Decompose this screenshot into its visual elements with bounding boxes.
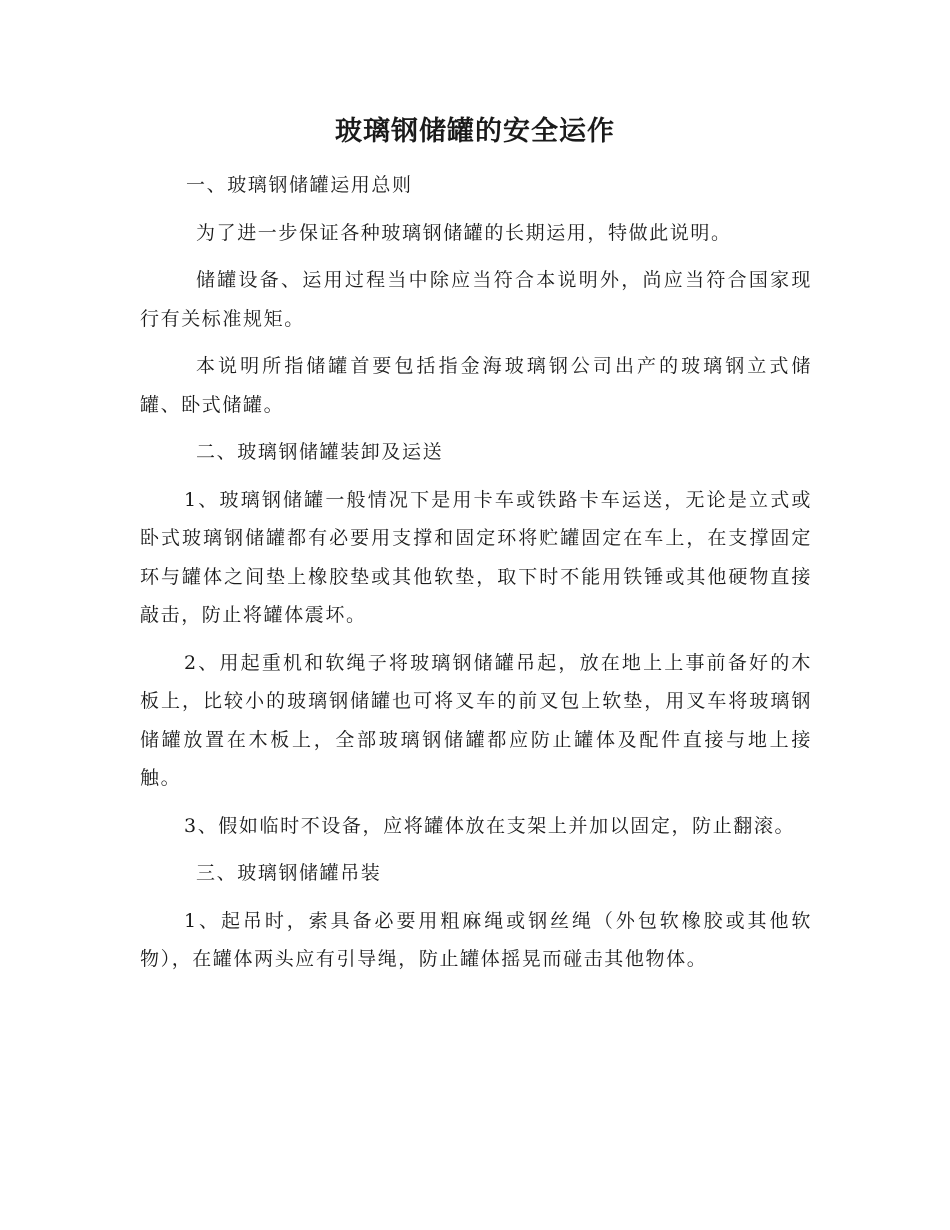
section-heading-3: 三、玻璃钢储罐吊装 xyxy=(196,862,382,884)
paragraph-transport-1: 1、玻璃钢储罐一般情况下是用卡车或铁路卡车运送，无论是立式或卧式玻璃钢储罐都有必要用支撑和固定环将贮罐固定在车上，在支撑固定环与罐体之间垫上橡胶垫或其他软垫，取下时不能用铁锤或其他硬物直接敲击，防止将罐体震坏。 xyxy=(140,488,812,626)
paragraph-purpose: 为了进一步保证各种玻璃钢储罐的长期运用，特做此说明。 xyxy=(196,221,732,244)
document-body xyxy=(140,166,812,988)
section-heading-2: 二、玻璃钢储罐装卸及运送 xyxy=(196,441,444,463)
document-title: 玻璃钢储罐的安全运作 xyxy=(335,116,615,147)
paragraph-lifting-1: 1、起吊时，索具备必要用粗麻绳或钢丝绳（外包软橡胶或其他软物），在罐体两头应有引导绳，防止罐体摇晃而碰击其他物体。 xyxy=(140,909,812,970)
paragraph-transport-2: 2、用起重机和软绳子将玻璃钢储罐吊起，放在地上上事前备好的木板上，比较小的玻璃钢储罐也可将叉车的前叉包上软垫，用叉车将玻璃钢储罐放置在木板上，全部玻璃钢储罐都应防止罐体及配件直接与地上接触。 xyxy=(140,651,812,789)
paragraph-scope: 本说明所指储罐首要包括指金海玻璃钢公司出产的玻璃钢立式储罐、卧式储罐。 xyxy=(140,355,812,416)
paragraph-transport-3: 3、假如临时不设备，应将罐体放在支架上并加以固定，防止翻滚。 xyxy=(184,814,796,837)
paragraph-standards: 储罐设备、运用过程当中除应当符合本说明外，尚应当符合国家现行有关标准规矩。 xyxy=(140,269,812,330)
section-heading-1: 一、玻璃钢储罐运用总则 xyxy=(186,174,413,196)
